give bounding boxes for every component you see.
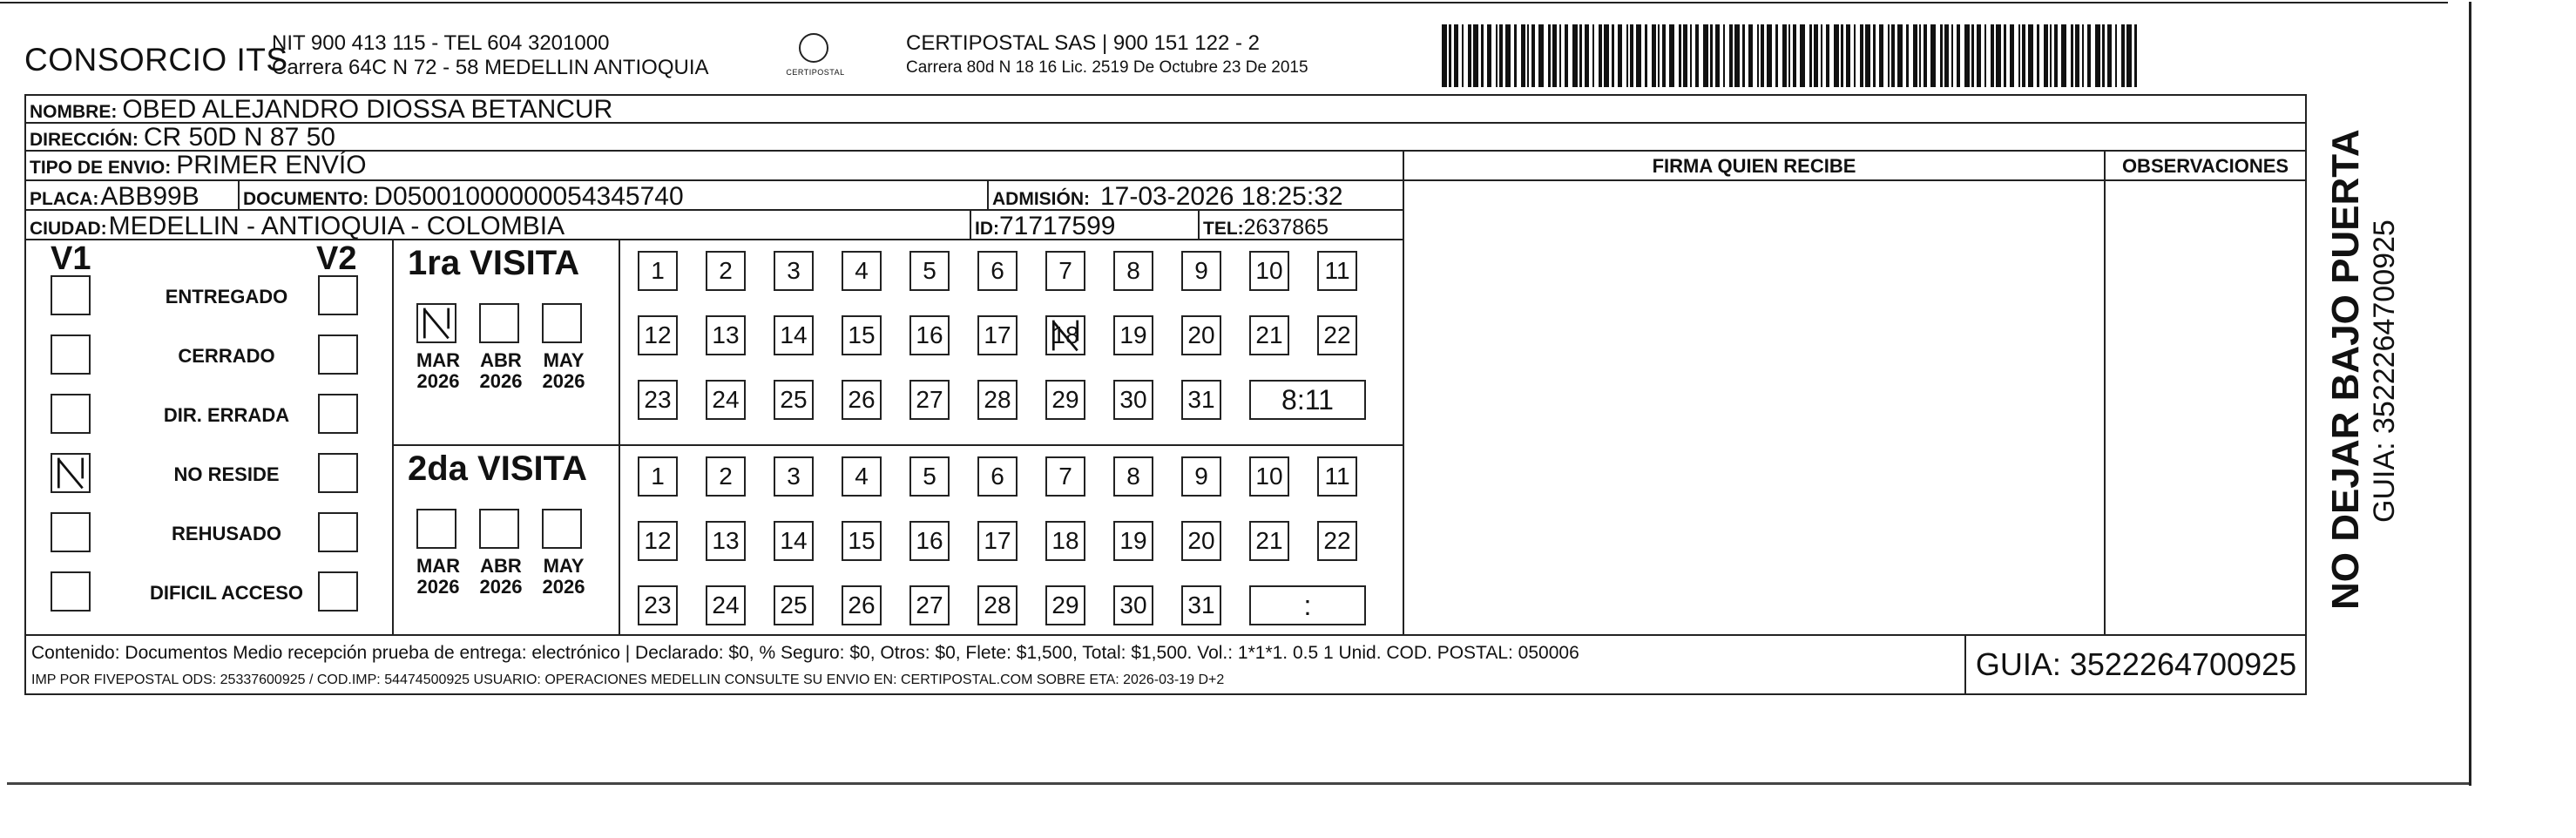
barcode-bar xyxy=(2037,24,2039,87)
id-value: 71717599 xyxy=(999,212,1116,240)
documento-cell xyxy=(240,181,989,209)
id-label: ID: xyxy=(975,219,999,239)
calendar-day[interactable]: 26 xyxy=(842,585,882,625)
barcode-bar xyxy=(2050,24,2052,87)
carrier-address: Carrera 80d N 18 16 Lic. 2519 De Octubre 23 De 2015 xyxy=(906,58,1308,77)
calendar-day[interactable]: 2 xyxy=(706,456,746,497)
calendar-day[interactable]: 13 xyxy=(706,315,746,355)
barcode-bar xyxy=(2082,24,2084,87)
tipo-label: TIPO DE ENVIO: xyxy=(30,158,172,178)
barcode-bar xyxy=(1630,24,1633,87)
calendar-day[interactable]: 28 xyxy=(977,380,1018,420)
calendar-day[interactable]: 1 xyxy=(638,456,678,497)
month-checkbox[interactable] xyxy=(416,509,456,549)
barcode-bar xyxy=(1548,24,1551,87)
guia-number: GUIA: 3522264700925 xyxy=(1964,636,2306,695)
observaciones-field[interactable] xyxy=(2106,181,2305,634)
calendar-day[interactable]: 15 xyxy=(842,315,882,355)
barcode-bar xyxy=(1742,24,1745,87)
calendar-day[interactable]: 29 xyxy=(1045,585,1085,625)
calendar-day[interactable]: 5 xyxy=(909,251,950,291)
barcode-bar xyxy=(1599,24,1602,87)
delivery-form xyxy=(24,94,2307,695)
barcode-bar xyxy=(1761,24,1764,87)
status-label: DIR. ERRADA xyxy=(163,404,290,426)
barcode-bar xyxy=(1662,24,1666,87)
ciudad-cell xyxy=(26,211,971,239)
status-label: DIFICIL ACCESO xyxy=(149,582,303,604)
calendar-day[interactable]: 5 xyxy=(909,456,950,497)
calendar-day[interactable]: 17 xyxy=(977,521,1018,561)
barcode-bar xyxy=(1565,24,1568,87)
tel-value: 2637865 xyxy=(1243,215,1329,240)
barcode-bar xyxy=(2054,24,2058,87)
barcode-bar xyxy=(2126,24,2132,87)
barcode-bar xyxy=(1496,24,1498,87)
barcode-bar xyxy=(1473,24,1478,87)
status-label: ENTREGADO xyxy=(165,286,288,307)
barcode-bar xyxy=(1552,24,1557,87)
barcode-bar xyxy=(1690,24,1692,87)
barcode-bar xyxy=(1505,24,1511,87)
month-label xyxy=(535,556,592,598)
month-name: MAY xyxy=(543,349,585,371)
barcode-bar xyxy=(1865,24,1870,87)
visit-title: 1ra VISITA xyxy=(408,244,580,282)
side-notice xyxy=(2324,122,2429,610)
month-year: 2026 xyxy=(479,370,523,392)
barcode-bar xyxy=(1821,24,1822,87)
status-row xyxy=(26,390,392,448)
calendar-day[interactable]: 23 xyxy=(638,380,678,420)
calendar-day[interactable]: 14 xyxy=(774,521,814,561)
calendar-day[interactable]: 27 xyxy=(909,380,950,420)
placa-cell xyxy=(26,181,240,209)
month-name: MAR xyxy=(416,349,461,371)
barcode-bar xyxy=(1454,24,1458,87)
calendar-day[interactable]: 31 xyxy=(1181,380,1221,420)
status-label: NO RESIDE xyxy=(173,463,280,485)
barcode-bar xyxy=(2134,24,2137,87)
barcode-bar xyxy=(1897,24,1903,87)
barcode-bar xyxy=(2075,24,2079,87)
calendar-day[interactable]: 12 xyxy=(638,521,678,561)
month-label xyxy=(409,350,467,392)
status-row xyxy=(26,509,392,566)
carrier-line: CERTIPOSTAL SAS | 900 151 122 - 2 xyxy=(906,31,1260,55)
visit-title: 2da VISITA xyxy=(408,449,587,488)
direccion-label: DIRECCIÓN: xyxy=(30,130,139,150)
v2-checkbox[interactable] xyxy=(318,275,358,315)
month-year: 2026 xyxy=(542,576,585,598)
barcode-bar xyxy=(1814,24,1818,87)
calendar-day[interactable]: 14 xyxy=(774,315,814,355)
barcode-bar xyxy=(2022,24,2025,87)
barcode-bar xyxy=(1782,24,1787,87)
status-row xyxy=(26,568,392,625)
placa-row xyxy=(26,181,1403,211)
barcode-bar xyxy=(1841,24,1843,87)
calendar-day[interactable]: 28 xyxy=(977,585,1018,625)
no-dejar-notice: NO DEJAR BAJO PUERTA xyxy=(2324,129,2367,610)
barcode-bar xyxy=(1919,24,1921,87)
month-label xyxy=(409,556,467,598)
month-checkbox[interactable] xyxy=(542,509,582,549)
v2-checkbox[interactable] xyxy=(318,512,358,552)
month-year: 2026 xyxy=(542,370,585,392)
calendar-day[interactable]: 20 xyxy=(1181,315,1221,355)
barcode-bar xyxy=(1669,24,1674,87)
barcode-bar xyxy=(1487,24,1491,87)
sender-address: Carrera 64C N 72 - 58 MEDELLIN ANTIOQUIA xyxy=(272,56,709,79)
calendar-day[interactable]: 18 xyxy=(1045,315,1085,355)
placa-value: ABB99B xyxy=(100,182,199,211)
barcode-bar xyxy=(1723,24,1725,87)
barcode-bar xyxy=(1645,24,1647,87)
calendar-day[interactable]: 15 xyxy=(842,521,882,561)
barcode-bar xyxy=(1930,24,1936,87)
calendar-day[interactable]: 2 xyxy=(706,251,746,291)
status-row xyxy=(26,272,392,329)
barcode-bar xyxy=(1626,24,1628,87)
calendar-day[interactable]: 7 xyxy=(1045,456,1085,497)
barcode-bar xyxy=(1729,24,1733,87)
v2-checkbox[interactable] xyxy=(318,394,358,434)
calendar-day[interactable]: 9 xyxy=(1181,251,1221,291)
visit-2 xyxy=(394,446,1401,634)
barcode-bar xyxy=(1873,24,1876,87)
barcode-bar xyxy=(2018,24,2020,87)
calendar-day[interactable]: 3 xyxy=(774,251,814,291)
barcode-bar xyxy=(2004,24,2006,87)
calendar-day[interactable]: 31 xyxy=(1181,585,1221,625)
status-row xyxy=(26,331,392,389)
barcode-bar xyxy=(1846,24,1850,87)
contenido-line: Contenido: Documentos Medio recepción prueba de entrega: electrónico | Declarado: $0, % Seguro: $0, Otros: $0, Flete: $1,500, Total: $1,500. Vol.: 1*1*1. 0.5 1 Unid. COD. POSTAL: 050006 xyxy=(31,643,1579,663)
calendar-day[interactable]: 22 xyxy=(1317,315,1357,355)
ciudad-value: MEDELLIN - ANTIOQUIA - COLOMBIA xyxy=(108,212,565,240)
barcode-bar xyxy=(1940,24,1943,87)
month-name: ABR xyxy=(480,555,522,577)
barcode-bar xyxy=(1971,24,1974,87)
barcode-bar xyxy=(1906,24,1909,87)
barcode-bar xyxy=(1710,24,1713,87)
barcode xyxy=(1442,24,2139,87)
barcode-bar xyxy=(1462,24,1464,87)
brand-name: CONSORCIO ITS xyxy=(24,42,288,78)
calendar-day[interactable]: 27 xyxy=(909,585,950,625)
barcode-bar xyxy=(2102,24,2105,87)
logo-text: CERTIPOSTAL xyxy=(786,68,845,77)
calendar-day[interactable]: 20 xyxy=(1181,521,1221,561)
calendar-day[interactable]: 30 xyxy=(1113,585,1153,625)
firma-header: FIRMA QUIEN RECIBE xyxy=(1404,152,2104,181)
barcode-bar xyxy=(2010,24,2014,87)
v1-checkbox[interactable] xyxy=(51,571,91,612)
calendar-day[interactable]: 12 xyxy=(638,315,678,355)
barcode-bar xyxy=(1809,24,1812,87)
v2-checkbox[interactable] xyxy=(318,453,358,493)
month-year: 2026 xyxy=(479,576,523,598)
barcode-bar xyxy=(1572,24,1578,87)
check-mark-icon xyxy=(1047,317,1084,354)
calendar-day[interactable]: 17 xyxy=(977,315,1018,355)
barcode-bar xyxy=(2115,24,2117,87)
ciudad-row xyxy=(26,211,1403,240)
month-name: ABR xyxy=(480,349,522,371)
calendar-day[interactable]: 23 xyxy=(638,585,678,625)
page-right-edge xyxy=(2469,2,2471,786)
month-year: 2026 xyxy=(416,576,460,598)
calendar-day[interactable]: 6 xyxy=(977,251,1018,291)
v1-checkbox[interactable] xyxy=(51,453,91,493)
page-bottom-edge xyxy=(7,782,2469,785)
firma-field[interactable] xyxy=(1404,181,2104,634)
calendar-day[interactable]: 10 xyxy=(1249,456,1289,497)
barcode-bar xyxy=(1826,24,1829,87)
month-checkbox[interactable] xyxy=(416,303,456,343)
visit-1 xyxy=(394,240,1401,444)
header xyxy=(0,0,2282,96)
barcode-bar xyxy=(1775,24,1778,87)
visit-time[interactable]: 8:11 xyxy=(1249,380,1366,420)
month-label xyxy=(535,350,592,392)
v1-checkbox[interactable] xyxy=(51,394,91,434)
v2-header: V2 xyxy=(316,240,357,277)
placa-label: PLACA: xyxy=(30,189,99,209)
barcode-bar xyxy=(1991,24,1994,87)
barcode-bar xyxy=(2087,24,2091,87)
sender-info xyxy=(272,31,709,80)
calendar-day[interactable]: 29 xyxy=(1045,380,1085,420)
side-guia: GUIA: 3522264700925 xyxy=(2368,220,2401,523)
barcode-bar xyxy=(1748,24,1753,87)
barcode-bar xyxy=(1652,24,1656,87)
month-label xyxy=(472,556,530,598)
barcode-bar xyxy=(1636,24,1641,87)
barcode-bar xyxy=(1888,24,1890,87)
documento-label: DOCUMENTO: xyxy=(243,189,369,209)
month-label xyxy=(472,350,530,392)
status-list xyxy=(26,272,392,632)
barcode-bar xyxy=(1854,24,1856,87)
check-mark-icon xyxy=(418,305,455,341)
barcode-bar xyxy=(1757,24,1759,87)
v1-checkbox[interactable] xyxy=(51,512,91,552)
barcode-bar xyxy=(1604,24,1609,87)
v1-checkbox[interactable] xyxy=(51,335,91,375)
barcode-bar xyxy=(1951,24,1953,87)
barcode-bar xyxy=(1767,24,1772,87)
calendar-day[interactable]: 6 xyxy=(977,456,1018,497)
barcode-bar xyxy=(2107,24,2112,87)
calendar-day[interactable]: 11 xyxy=(1317,251,1357,291)
month-year: 2026 xyxy=(416,370,460,392)
barcode-bar xyxy=(1468,24,1471,87)
barcode-bar xyxy=(2061,24,2066,87)
barcode-bar xyxy=(1944,24,1949,87)
tel-label: TEL: xyxy=(1203,219,1244,239)
imp-line: IMP POR FIVEPOSTAL ODS: 25337600925 / COD.IMP: 54474500925 USUARIO: OPERACIONES MEDELLIN CONSULTE SU ENVIO EN: CERTIPOSTAL.COM SOBRE ETA: 2026-03-19 D+2 xyxy=(31,672,1225,687)
barcode-bar xyxy=(2071,24,2073,87)
calendar-day[interactable]: 24 xyxy=(706,380,746,420)
calendar-day[interactable]: 11 xyxy=(1317,456,1357,497)
barcode-bar xyxy=(1977,24,1981,87)
barcode-bar xyxy=(2044,24,2048,87)
tipo-value: PRIMER ENVÍO xyxy=(176,152,367,179)
barcode-bar xyxy=(1891,24,1895,87)
barcode-bar xyxy=(1527,24,1529,87)
carrier-info xyxy=(906,31,1308,80)
calendar-day[interactable]: 25 xyxy=(774,585,814,625)
observaciones-header: OBSERVACIONES xyxy=(2106,152,2305,181)
barcode-bar xyxy=(1579,24,1582,87)
nombre-label: NOMBRE: xyxy=(30,102,118,122)
barcode-bar xyxy=(1695,24,1699,87)
admision-label: ADMISIÓN: xyxy=(992,189,1090,209)
check-mark-icon xyxy=(52,455,89,491)
barcode-bar xyxy=(1538,24,1544,87)
calendar-day[interactable]: 8 xyxy=(1113,456,1153,497)
barcode-bar xyxy=(1834,24,1839,87)
month-checkbox[interactable] xyxy=(479,303,519,343)
calendar-day[interactable]: 25 xyxy=(774,380,814,420)
barcode-bar xyxy=(1734,24,1740,87)
barcode-bar xyxy=(1788,24,1790,87)
status-label: CERRADO xyxy=(178,345,275,367)
calendar-day[interactable]: 8 xyxy=(1113,251,1153,291)
calendar-day[interactable]: 9 xyxy=(1181,456,1221,497)
calendar-day[interactable]: 22 xyxy=(1317,521,1357,561)
direccion-row xyxy=(26,124,2305,152)
calendar-day[interactable]: 16 xyxy=(909,521,950,561)
calendar-day[interactable]: 4 xyxy=(842,251,882,291)
barcode-bar xyxy=(1531,24,1535,87)
barcode-bar xyxy=(1793,24,1796,87)
barcode-bar xyxy=(1860,24,1863,87)
month-checkbox[interactable] xyxy=(479,509,519,549)
calendar-day[interactable]: 21 xyxy=(1249,521,1289,561)
nombre-row xyxy=(26,96,2305,124)
barcode-bar xyxy=(1683,24,1687,87)
visit-time[interactable]: : xyxy=(1249,585,1366,625)
calendar-day[interactable]: 7 xyxy=(1045,251,1085,291)
barcode-bar xyxy=(2028,24,2033,87)
footer xyxy=(26,634,2305,695)
barcode-bar xyxy=(1559,24,1561,87)
barcode-bar xyxy=(1957,24,1960,87)
tel-cell xyxy=(1200,211,1403,239)
barcode-bar xyxy=(1658,24,1660,87)
barcode-bar xyxy=(1612,24,1614,87)
barcode-bar xyxy=(1442,24,1447,87)
barcode-bar xyxy=(1499,24,1503,87)
barcode-bar xyxy=(1800,24,1805,87)
month-name: MAY xyxy=(543,555,585,577)
documento-value: D05001000000054345740 xyxy=(374,182,684,211)
calendar-day[interactable]: 1 xyxy=(638,251,678,291)
calendar-day[interactable]: 19 xyxy=(1113,521,1153,561)
calendar-day[interactable]: 3 xyxy=(774,456,814,497)
barcode-bar xyxy=(1715,24,1720,87)
barcode-bar xyxy=(1913,24,1917,87)
barcode-bar xyxy=(1924,24,1927,87)
v1-checkbox[interactable] xyxy=(51,275,91,315)
month-name: MAR xyxy=(416,555,461,577)
barcode-bar xyxy=(1679,24,1681,87)
barcode-bar xyxy=(2121,24,2125,87)
calendar-day[interactable]: 10 xyxy=(1249,251,1289,291)
calendar-day[interactable]: 24 xyxy=(706,585,746,625)
barcode-bar xyxy=(1996,24,2001,87)
direccion-value: CR 50D N 87 50 xyxy=(143,124,335,152)
nombre-value: OBED ALEJANDRO DIOSSA BETANCUR xyxy=(122,96,613,124)
v2-checkbox[interactable] xyxy=(318,571,358,612)
calendar-day[interactable]: 21 xyxy=(1249,315,1289,355)
barcode-bar xyxy=(1449,24,1451,87)
status-label: REHUSADO xyxy=(172,523,281,544)
calendar-day[interactable]: 13 xyxy=(706,521,746,561)
barcode-bar xyxy=(1618,24,1622,87)
admision-value: 17-03-2026 18:25:32 xyxy=(1100,182,1343,211)
calendar-day[interactable]: 26 xyxy=(842,380,882,420)
barcode-bar xyxy=(1703,24,1708,87)
barcode-bar xyxy=(1514,24,1517,87)
v1-header: V1 xyxy=(51,240,91,277)
barcode-bar xyxy=(1521,24,1525,87)
status-row xyxy=(26,449,392,507)
barcode-bar xyxy=(1592,24,1594,87)
calendar-day[interactable]: 19 xyxy=(1113,315,1153,355)
calendar-day[interactable]: 4 xyxy=(842,456,882,497)
barcode-bar xyxy=(2095,24,2100,87)
calendar-day[interactable]: 16 xyxy=(909,315,950,355)
barcode-bar xyxy=(1585,24,1589,87)
calendar-day[interactable]: 30 xyxy=(1113,380,1153,420)
barcode-bar xyxy=(1984,24,1986,87)
tipo-row xyxy=(26,152,1403,181)
ciudad-label: CIUDAD: xyxy=(30,219,107,239)
barcode-bar xyxy=(1481,24,1484,87)
month-checkbox[interactable] xyxy=(542,303,582,343)
nit-line: NIT 900 413 115 - TEL 604 3201000 xyxy=(272,31,610,55)
id-cell xyxy=(971,211,1200,239)
v2-checkbox[interactable] xyxy=(318,335,358,375)
barcode-bar xyxy=(1964,24,1970,87)
admision-cell xyxy=(989,181,1403,209)
calendar-day[interactable]: 18 xyxy=(1045,521,1085,561)
certipostal-logo-icon xyxy=(786,31,845,84)
barcode-bar xyxy=(1879,24,1883,87)
